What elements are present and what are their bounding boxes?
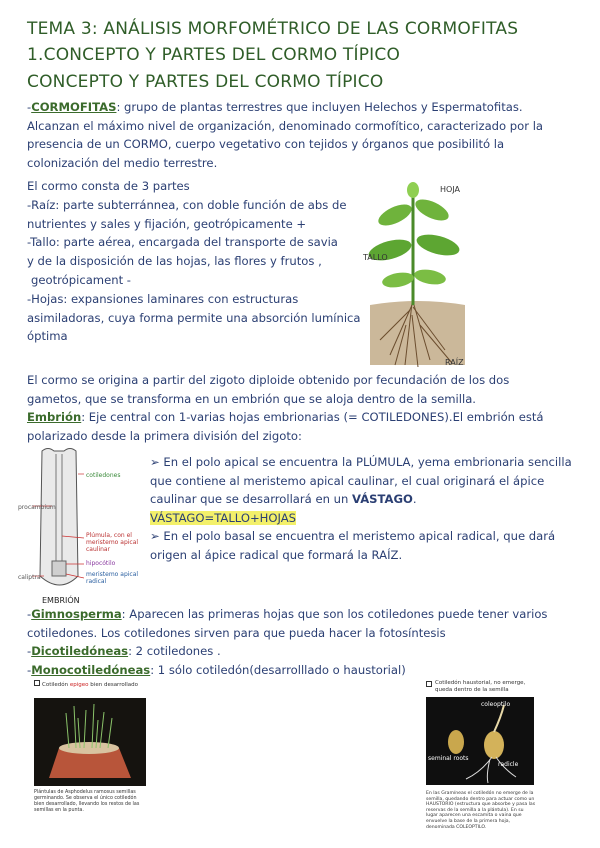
cormofitas-term: CORMOFITAS bbox=[31, 100, 117, 114]
vastago-highlight: VÁSTAGO=TALLO+HOJAS bbox=[150, 510, 297, 525]
partes-list bbox=[27, 177, 367, 346]
figure-epigeo bbox=[34, 680, 152, 838]
text-line: asimiladoras, cuya forma permite una absorción lumínica bbox=[27, 310, 361, 325]
label-caliptra: caliptra bbox=[18, 574, 41, 581]
text-line: geotrópicament - bbox=[31, 272, 131, 287]
text-line: gametos, que se transforma en un embrión que se aloja dentro de la semilla. bbox=[27, 391, 476, 406]
figure-photo bbox=[34, 698, 146, 786]
text-line: cotiledones. Los cotiledones sirven para que pueda hacer la fotosíntesis bbox=[27, 625, 446, 640]
text-line: . bbox=[412, 492, 417, 506]
tallo-item: -Tallo: parte aérea, encargada del transporte de savia bbox=[27, 235, 338, 250]
embrion-term: Embrión bbox=[27, 410, 82, 424]
plant-label-hoja: HOJA bbox=[440, 185, 461, 194]
label-seminal-roots: seminal roots bbox=[428, 755, 469, 762]
section-title: 1.CONCEPTO Y PARTES DEL CORMO TÍPICO bbox=[27, 45, 401, 65]
cormofitas-def: : grupo de plantas terrestres que incluyen Helechos y Espermatofitas. bbox=[116, 100, 523, 114]
label-meristemo: meristemo apical radical bbox=[86, 571, 139, 585]
text-line: y de la disposición de las hojas, las flores y frutos , bbox=[27, 254, 322, 269]
hojas-item: -Hojas: expansiones laminares con estructuras bbox=[27, 291, 299, 306]
text-line: En el polo basal se encuentra el meristemo apical radical, que dará bbox=[163, 529, 556, 543]
monocotiledoneas-term: Monocotiledóneas bbox=[31, 662, 151, 677]
label-plumula: Plúmula, con el meristemo apical caulinar bbox=[86, 532, 139, 553]
figure-caption: Plántulas de Asphodelus ramosus semillas germinando. Se observa el único cotiledón bien desarrollado, llevando los restos de las semillas en la punta. bbox=[34, 790, 140, 813]
text-line: : 2 cotiledones . bbox=[128, 644, 221, 658]
text-line: caulinar que se desarrollará en un bbox=[150, 492, 353, 506]
figure-haustorial bbox=[426, 680, 538, 840]
text-line: nutrientes y sales y fijación, geotrópicamente + bbox=[27, 216, 307, 231]
text-line: polarizado desde la primera división del zigoto: bbox=[27, 428, 302, 443]
label-procambium: procambium bbox=[18, 504, 56, 511]
figure-header: Cotiledón epigeo bien desarrollado bbox=[34, 680, 152, 688]
figure-header: Cotiledón haustorial, no emerge, queda dentro de la semilla bbox=[426, 680, 538, 694]
gimnosperma-term: Gimnosperma bbox=[31, 607, 122, 621]
text-line: Alcanzan el máximo nivel de organización, denominado cormofítico, caracterizado por la bbox=[27, 118, 544, 133]
label-cotiledones: cotiledones bbox=[86, 472, 121, 479]
dash: - bbox=[27, 100, 32, 114]
checkbox-icon bbox=[34, 680, 40, 686]
plant-label-raiz: RAÍZ bbox=[445, 358, 464, 367]
tipos-paragraph: -Gimnosperma: Aparecen las primeras hojas que son los cotiledones puede tener varios cotiledones. Los cotiledones sirven para que pueda hacer la fotosíntesis -Dicotiledóneas: 2 cotiledones . -Monocotiledóneas: 1 sólo cotiledón(desarrolllado o haustorial) bbox=[27, 605, 592, 679]
page-title: TEMA 3: ANÁLISIS MORFOMÉTRICO DE LAS CORMOFITAS bbox=[27, 19, 519, 39]
text-line: El cormo se origina a partir del zigoto diploide obtenido por fecundación de los dos bbox=[27, 373, 510, 387]
polos-list bbox=[150, 453, 595, 564]
text-line: que contiene al meristemo apical caulinar, el cual originará el ápice bbox=[150, 473, 545, 488]
text-line: : Aparecen las primeras hojas que son los cotiledones puede tener varios bbox=[121, 607, 548, 621]
raiz-item: -Raíz: parte subterránnea, con doble función de abs de bbox=[27, 197, 347, 212]
plant-illustration bbox=[360, 175, 475, 370]
text-line: origen al ápice radical que formará la RAÍZ. bbox=[150, 547, 403, 562]
text-line: presencia de un CORMO, cuerpo vegetativo con tejidos y órganos que posibilitó la bbox=[27, 137, 505, 151]
text-line: El cormo consta de 3 partes bbox=[27, 179, 190, 193]
subsection-title: CONCEPTO Y PARTES DEL CORMO TÍPICO bbox=[27, 72, 384, 92]
text-line: : 1 sólo cotiledón(desarrolllado o haustorial) bbox=[150, 662, 406, 677]
plant-label-tallo: TALLO bbox=[363, 253, 388, 262]
embrion-def: : Eje central con 1-varias hojas embrionarias (= COTILEDONES).El embrión está bbox=[81, 410, 544, 424]
label-coleoptilo: coleoptilo bbox=[481, 701, 511, 708]
figure-caption: En las Gramíneas el cotiledón no emerge de la semilla, quedando dentro para actuar como un HAUSTORIO (estructura que absorbe y pasa las reservas de la semilla a la plántula). En su lugar aparecen una escamita o vaina que envuelve la base de la primera hoja, denominada COLEOPTILO. bbox=[426, 791, 536, 830]
cormofitas-paragraph bbox=[27, 98, 587, 172]
embryo-caption: EMBRIÓN bbox=[42, 596, 80, 605]
bullet-icon: ➢ bbox=[150, 529, 160, 543]
bullet-icon: ➢ bbox=[150, 455, 160, 469]
text-line: óptima bbox=[27, 329, 68, 344]
label-hipocotilo: hipocótilo bbox=[86, 560, 116, 567]
dicotiledoneas-term: Dicotiledóneas bbox=[31, 644, 129, 658]
figure-photo bbox=[426, 697, 534, 785]
text-line: colonización del medio terrestre. bbox=[27, 155, 218, 170]
embryo-diagram bbox=[18, 446, 150, 606]
vastago-term: VÁSTAGO bbox=[352, 492, 413, 506]
origen-paragraph bbox=[27, 371, 592, 445]
text-line: En el polo apical se encuentra la PLÚMULA, yema embrionaria sencilla bbox=[163, 455, 572, 469]
label-radicle: radicle bbox=[498, 761, 519, 768]
checkbox-icon bbox=[426, 681, 432, 687]
